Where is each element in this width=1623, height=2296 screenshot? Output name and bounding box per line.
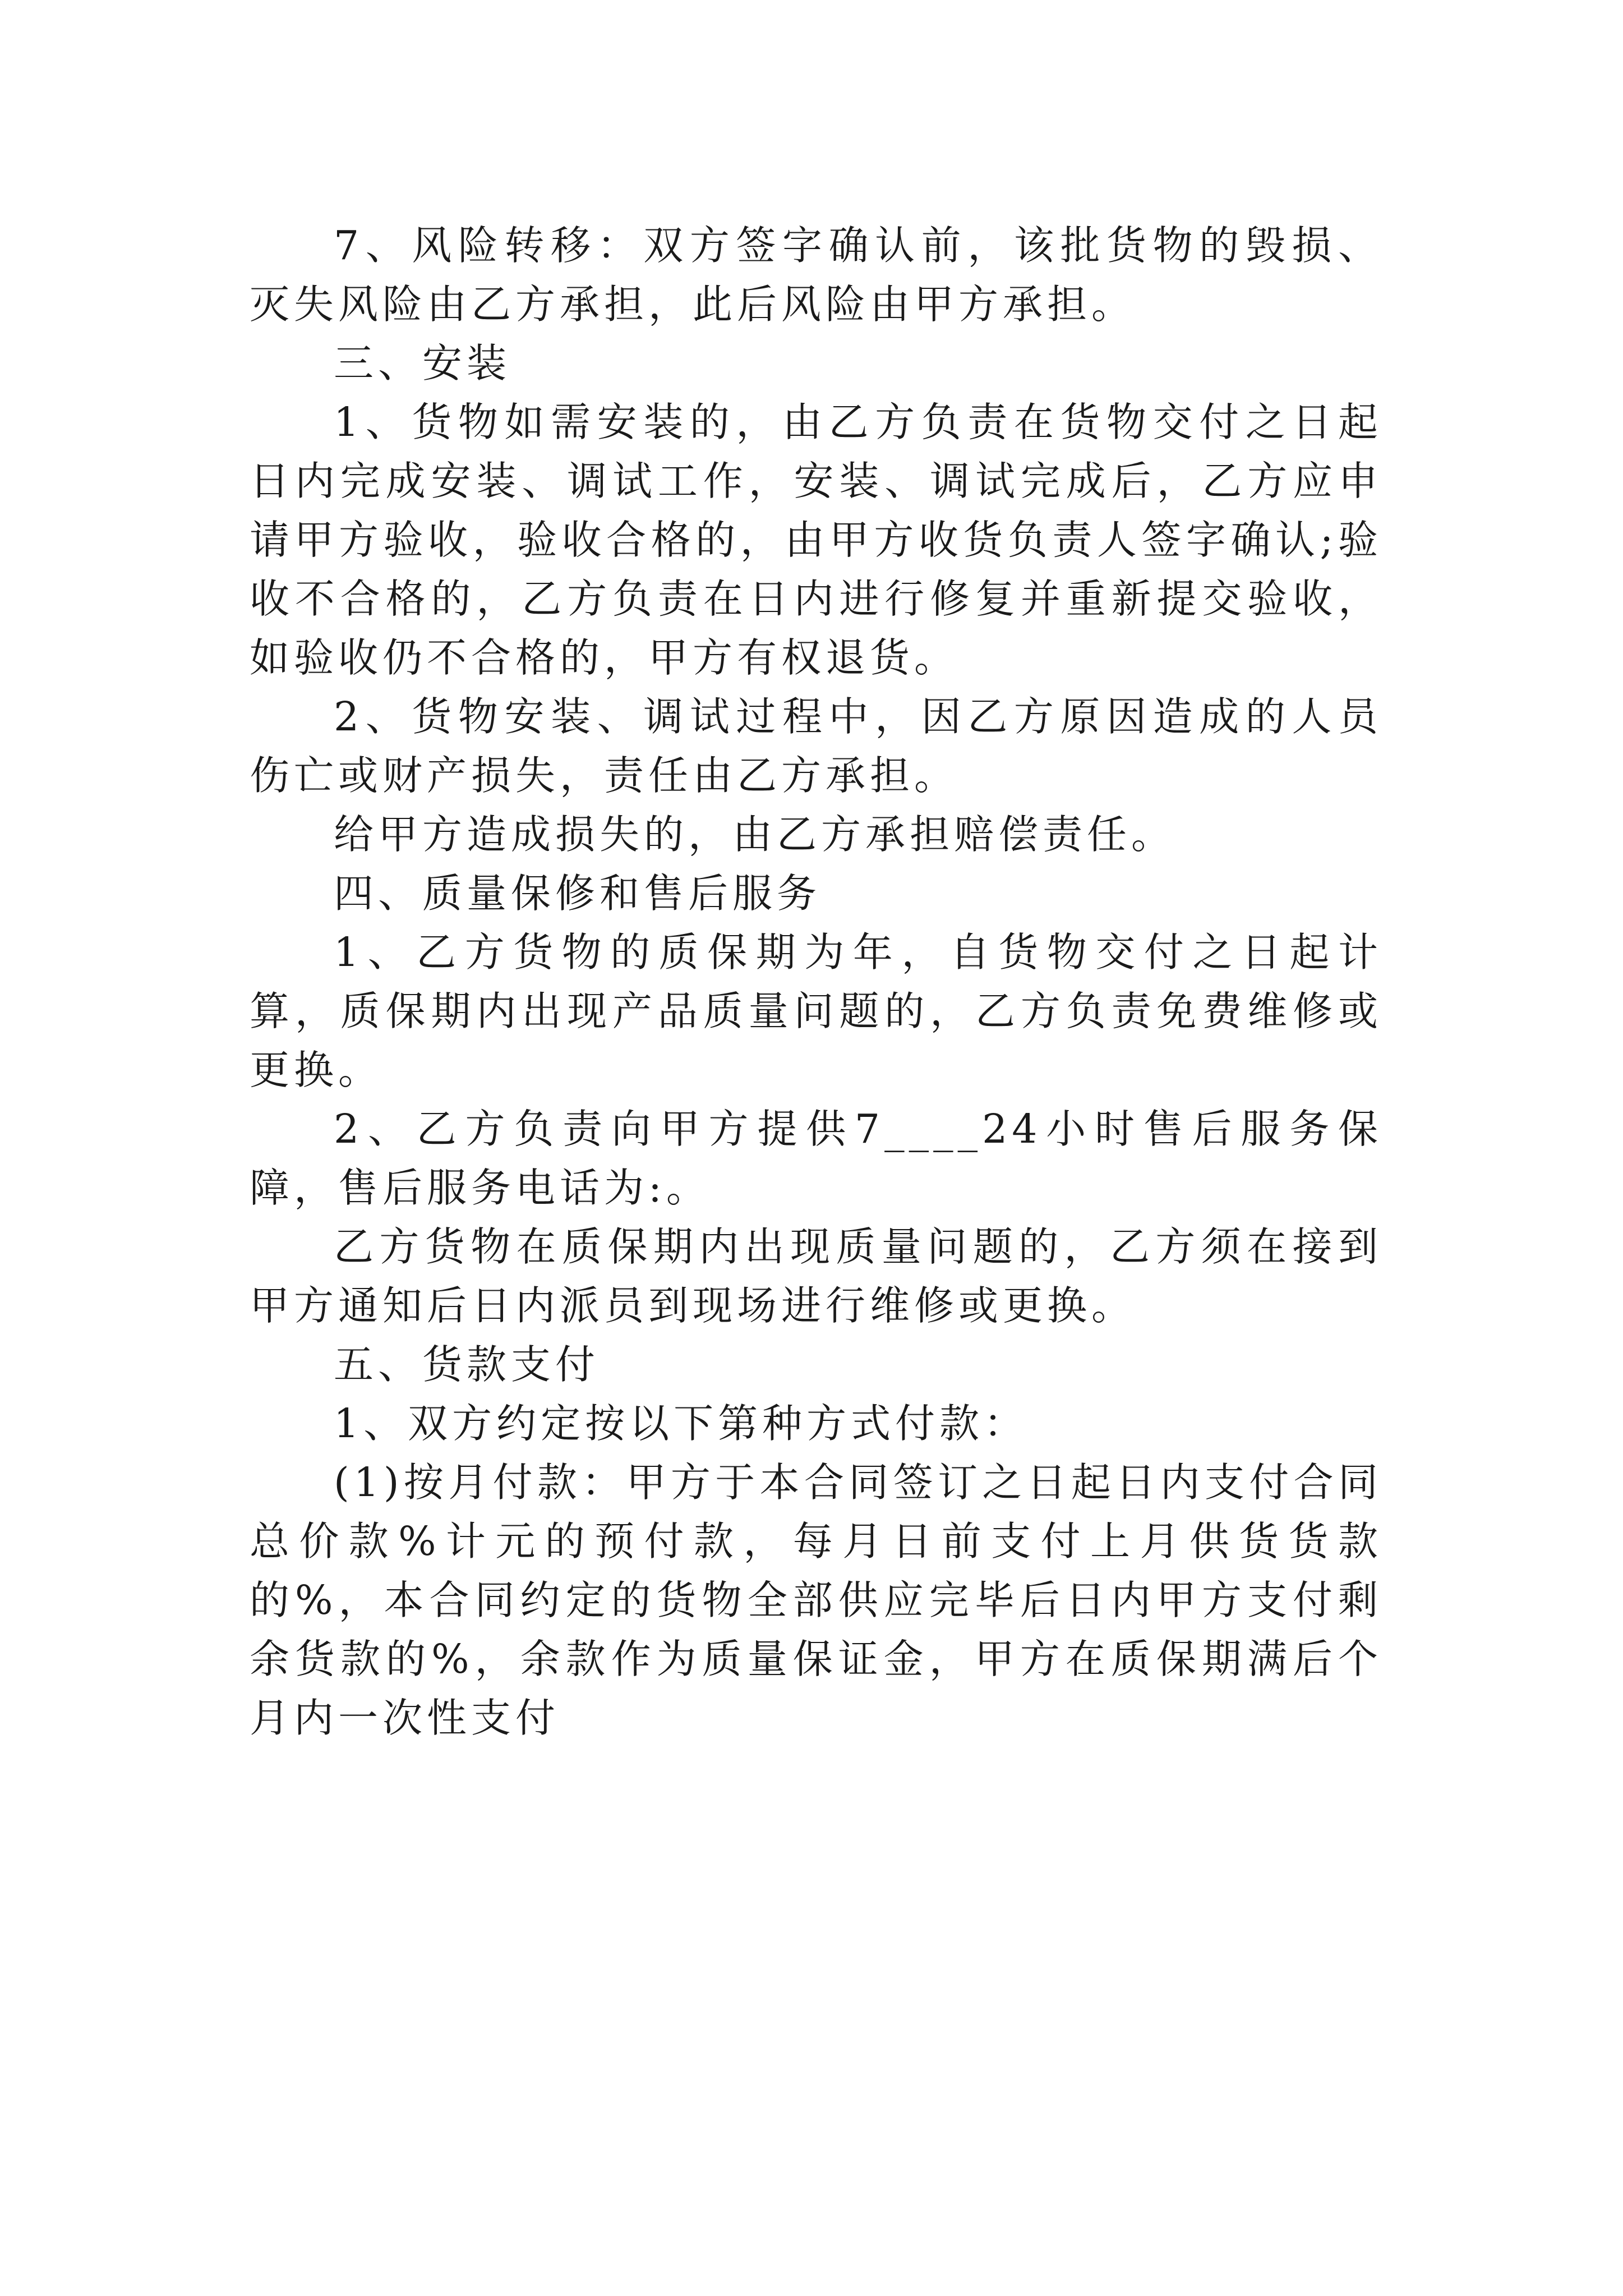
section-heading-payment: 五、货款支付 (334, 1341, 600, 1388)
paragraph-compensation: 给甲方造成损失的，由乙方承担赔偿责任。 (334, 811, 1176, 858)
paragraph-payment-monthly: (1)按月付款：甲方于本合同签订之日起日内支付合同总价款%计元的预付款，每月日前支付上月供货货款的%，本合同约定的货物全部供应完毕后日内甲方支付剩余货款的%，余款作为质量保证金，甲方在质保期满后个月内一次性支付 (250, 1459, 1382, 1741)
paragraph-installation-2: 2、货物安装、调试过程中，因乙方原因造成的人员伤亡或财产损失，责任由乙方承担。 (250, 693, 1382, 799)
paragraph-warranty-2: 2、乙方负责向甲方提供7____24小时售后服务保障，售后服务电话为:。 (250, 1106, 1382, 1211)
paragraph-warranty-1: 1、乙方货物的质保期为年，自货物交付之日起计算，质保期内出现产品质量问题的，乙方负责免费维修或更换。 (250, 929, 1382, 1093)
section-heading-installation: 三、安装 (334, 340, 511, 386)
document-body (250, 216, 1382, 1747)
paragraph-risk-transfer: 7、风险转移：双方签字确认前，该批货物的毁损、灭失风险由乙方承担，此后风险由甲方承担。 (250, 222, 1382, 328)
section-heading-warranty: 四、质量保修和售后服务 (334, 870, 822, 917)
paragraph-warranty-repair: 乙方货物在质保期内出现质量问题的，乙方须在接到甲方通知后日内派员到现场进行维修或更换。 (250, 1223, 1382, 1329)
paragraph-installation-1: 1、货物如需安装的，由乙方负责在货物交付之日起日内完成安装、调试工作，安装、调试完成后，乙方应申请甲方验收，验收合格的，由甲方收货负责人签字确认;验收不合格的，乙方负责在日内进行修复并重新提交验收，如验收仍不合格的，甲方有权退货。 (250, 399, 1382, 681)
paragraph-payment-1: 1、双方约定按以下第种方式付款： (334, 1400, 1029, 1447)
